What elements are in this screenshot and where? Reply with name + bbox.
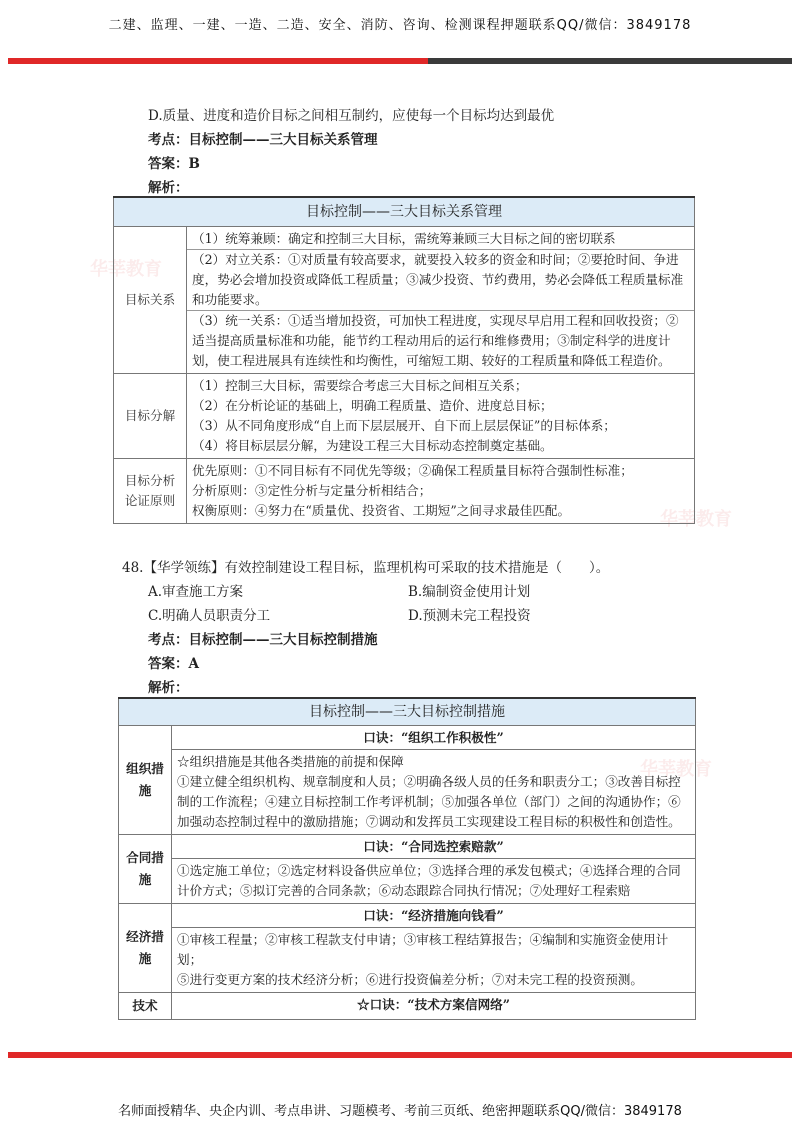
q47-kaodian: 考点：目标控制——三大目标关系管理 — [148, 132, 378, 148]
analysis-item: 优先原则：①不同目标有不同优先等级；②确保工程质量目标符合强制性标准； — [192, 463, 633, 478]
relations-content — [187, 227, 695, 374]
label-contract-measures: 合同措施 — [119, 835, 172, 904]
watermark-logo: 华莘教育 — [640, 759, 712, 780]
row-label-decomposition: 目标分解 — [114, 374, 187, 459]
econ-mnemonic: 口诀：“经济措施向钱看” — [172, 906, 695, 928]
decomposition-content — [187, 374, 695, 459]
q47-option-d: D.质量、进度和造价目标之间相互制约，应使每一个目标均达到最优 — [148, 108, 555, 124]
q47-answer: 答案：B — [148, 156, 200, 172]
watermark-logo: 华莘教育 — [660, 509, 732, 530]
contract-measures-content — [172, 835, 696, 904]
decomposition-item: （4）将目标层层分解，为建设工程三大目标动态控制奠定基础。 — [192, 438, 553, 453]
relations-item: （3）统一关系：①适当增加投资，可加快工程进度，实现尽早启用工程和回收投资；②适当提高质量标准和功能，能节约工程动用后的运行和维修费用；③制定科学的进度计划，使工程进展具有连续性和均衡性，可缩短工期、较好的工程质量和降低工程造价。 — [187, 310, 694, 371]
q47-jiexi: 解析： — [148, 180, 189, 196]
decomposition-item: （3）从不同角度形成“自上而下层层展开、自下而上层层保证”的目标体系； — [192, 418, 616, 433]
page-header: 二建、监理、一建、一造、二造、安全、消防、咨询、检测课程押题联系QQ/微信：3849178 — [108, 18, 692, 33]
analysis-content — [187, 459, 695, 524]
q48-jiexi: 解析： — [148, 680, 189, 696]
table1-title: 目标控制——三大目标关系管理 — [114, 197, 695, 227]
org-mnemonic: 口诀：“组织工作积极性” — [172, 728, 695, 750]
econ-text: ①审核工程量；②审核工程款支付申请；③审核工程结算报告；④编制和实施资金使用计划； ⑤进行变更方案的技术经济分析；⑥进行投资偏差分析；⑦对未完工程的投资预测。 — [177, 932, 669, 987]
decomposition-item: （2）在分析论证的基础上，明确工程质量、造价、进度总目标； — [192, 398, 553, 413]
watermark-logo: 华莘教育 — [90, 259, 162, 280]
q48-kaodian: 考点：目标控制——三大目标控制措施 — [148, 632, 378, 648]
label-tech-measures: 技术 — [119, 993, 172, 1020]
table2-title: 目标控制——三大目标控制措施 — [119, 698, 696, 726]
row-label-analysis: 目标分析论证原则 — [114, 459, 187, 524]
row-label-relations: 目标关系 — [114, 227, 187, 374]
org-text: ☆组织措施是其他各类措施的前提和保障 ①建立健全组织机构、规章制度和人员；②明确各级人员的任务和职责分工；③改善目标控制的工作流程；④建立目标控制工作考评机制；⑤加强各单位（部门）之间的沟通协作；⑥加强动态控制过程中的激励措施；⑦调动和发挥员工实现建设工程目标的积极性和创造性。 — [177, 754, 681, 829]
label-econ-measures: 经济措施 — [119, 904, 172, 993]
q48-option-a: A.审查施工方案 — [148, 584, 244, 600]
q48-option-d: D.预测未完工程投资 — [408, 608, 531, 624]
label-org-measures: 组织措施 — [119, 726, 172, 835]
contract-text: ①选定施工单位；②选定材料设备供应单位；③选择合理的承发包模式；④选择合理的合同计价方式；⑤拟订完善的合同条款；⑥动态跟踪合同执行情况；⑦处理好工程索赔 — [177, 863, 681, 898]
org-measures-content — [172, 726, 696, 835]
header-band — [8, 58, 792, 64]
contract-mnemonic: 口诀：“合同选控索赔款” — [172, 837, 695, 859]
relations-item: （2）对立关系：①对质量有较高要求，就要投入较多的资金和时间；②要抢时间、争进度，势必会增加投资或降低工程质量；③减少投资、节约费用，势必会降低工程质量标准和功能要求。 — [187, 249, 694, 310]
table-control-measures — [118, 697, 696, 1020]
table-target-relations — [113, 196, 695, 524]
q48-option-c: C.明确人员职责分工 — [148, 608, 271, 624]
econ-measures-content — [172, 904, 696, 993]
decomposition-item: （1）控制三大目标，需要综合考虑三大目标之间相互关系； — [192, 378, 528, 393]
tech-mnemonic: ☆口诀：“技术方案信网络” — [172, 993, 696, 1020]
q48-option-b: B.编制资金使用计划 — [408, 584, 531, 600]
q48-answer: 答案：A — [148, 656, 199, 672]
analysis-item: 权衡原则：④努力在“质量优、投资省、工期短”之间寻求最佳匹配。 — [192, 503, 571, 518]
q48-stem: 48.【华学领练】有效控制建设工程目标，监理机构可采取的技术措施是（ ）。 — [122, 560, 610, 576]
relations-item: （1）统筹兼顾：确定和控制三大目标，需统筹兼顾三大目标之间的密切联系 — [192, 231, 616, 246]
page-footer: 名师面授精华、央企内训、考点串讲、习题模考、考前三页纸、绝密押题联系QQ/微信：3849178 — [118, 1104, 682, 1119]
footer-band — [8, 1052, 792, 1058]
analysis-item: 分析原则：③定性分析与定量分析相结合； — [192, 483, 432, 498]
